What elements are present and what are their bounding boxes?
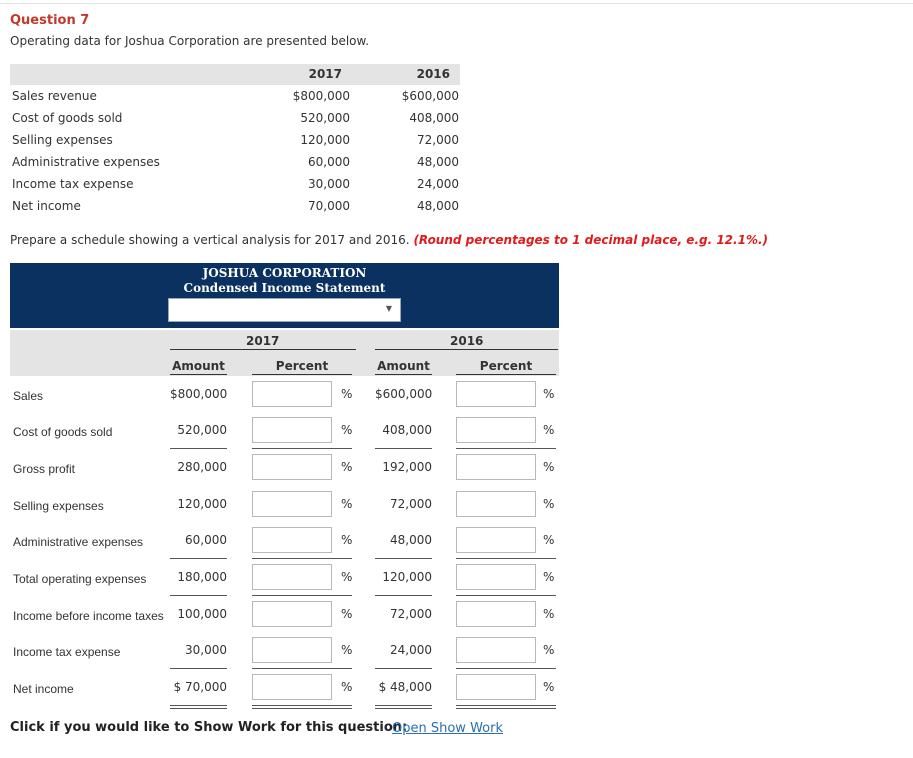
percent-2016-input[interactable]: [456, 417, 536, 443]
percent-2016-input[interactable]: [456, 381, 536, 407]
total-double-underline: [456, 705, 556, 706]
percent-sign: %: [341, 607, 353, 621]
percent-2017-input[interactable]: [252, 527, 332, 553]
amount-2017: 520,000: [177, 423, 227, 437]
schedule-row: [10, 670, 570, 707]
subtotal-underline: [252, 668, 352, 669]
instruction-text: Prepare a schedule showing a vertical analysis for 2017 and 2016.: [10, 233, 410, 247]
percent-sign: %: [543, 607, 555, 621]
col-underline: [170, 374, 227, 375]
data-value-2017: 120,000: [300, 133, 350, 147]
row-label: Income before income taxes: [13, 609, 164, 623]
data-value-2016: 408,000: [409, 111, 459, 125]
schedule-row: [10, 560, 570, 597]
percent-2017-input[interactable]: [252, 564, 332, 590]
subtotal-underline: [456, 595, 556, 596]
data-row: [10, 174, 460, 196]
data-year-2016: 2016: [416, 67, 450, 81]
question-intro: Operating data for Joshua Corporation are presented below.: [10, 34, 370, 48]
percent-sign: %: [341, 570, 353, 584]
amount-2016: 192,000: [382, 460, 432, 474]
percent-sign: %: [341, 533, 353, 547]
percent-2016-input[interactable]: [456, 527, 536, 553]
data-row: [10, 196, 460, 218]
schedule-year-2016: 2016: [450, 334, 484, 348]
show-work-prompt: Click if you would like to Show Work for this question:: [10, 720, 408, 735]
subtotal-underline: [170, 448, 227, 449]
col-underline: [252, 374, 352, 375]
row-label: Total operating expenses: [13, 572, 147, 586]
amount-2016: 48,000: [390, 533, 432, 547]
schedule-row: [10, 450, 570, 487]
data-row: [10, 130, 460, 152]
data-row: [10, 86, 460, 108]
data-value-2017: $800,000: [292, 89, 350, 103]
percent-sign: %: [543, 423, 555, 437]
percent-sign: %: [341, 497, 353, 511]
dropdown-arrow-icon: ▼: [385, 304, 392, 313]
amount-2017: $800,000: [170, 387, 228, 401]
schedule-header: [10, 263, 559, 328]
year-2016-underline: [375, 349, 558, 350]
data-table-header: [10, 64, 460, 85]
subtotal-underline: [252, 448, 352, 449]
year-2017-underline: [170, 349, 356, 350]
percent-sign: %: [543, 570, 555, 584]
total-double-underline: [456, 708, 556, 709]
total-double-underline: [170, 705, 227, 706]
data-row-label: Sales revenue: [12, 89, 97, 103]
amount-2017: 280,000: [177, 460, 227, 474]
percent-2016-input[interactable]: [456, 491, 536, 517]
amount-2017: 120,000: [177, 497, 227, 511]
data-row-label: Net income: [12, 199, 81, 213]
schedule-year-2017: 2017: [246, 334, 280, 348]
company-name: JOSHUA CORPORATION: [202, 266, 367, 280]
schedule-row: [10, 377, 570, 414]
question-title: Question 7: [10, 13, 90, 28]
col-amount-2017: Amount: [172, 359, 225, 373]
row-label: Administrative expenses: [13, 535, 144, 549]
top-divider: [0, 3, 913, 4]
schedule-row: [10, 413, 570, 450]
subtotal-underline: [456, 668, 556, 669]
percent-sign: %: [341, 387, 353, 401]
schedule-column-header: [10, 330, 559, 376]
data-value-2016: 24,000: [417, 177, 459, 191]
total-double-underline: [252, 708, 352, 709]
percent-2016-input[interactable]: [456, 564, 536, 590]
subtotal-underline: [170, 595, 227, 596]
schedule-row: [10, 523, 570, 560]
percent-2016-input[interactable]: [456, 674, 536, 700]
amount-2016: $ 48,000: [378, 680, 432, 694]
data-row-label: Administrative expenses: [12, 155, 160, 169]
percent-2017-input[interactable]: [252, 601, 332, 627]
subtotal-underline: [252, 558, 352, 559]
subtotal-underline: [375, 448, 432, 449]
data-value-2016: 72,000: [417, 133, 459, 147]
data-year-2017: 2017: [308, 67, 342, 81]
amount-2017: 30,000: [185, 643, 227, 657]
instruction: [10, 233, 768, 247]
data-value-2017: 70,000: [308, 199, 350, 213]
percent-sign: %: [341, 680, 353, 694]
percent-sign: %: [341, 643, 353, 657]
amount-2017: $ 70,000: [173, 680, 227, 694]
data-value-2017: 30,000: [308, 177, 350, 191]
rounding-note: (Round percentages to 1 decimal place, e.g. 12.1%.): [413, 233, 769, 247]
percent-sign: %: [543, 460, 555, 474]
data-row: [10, 108, 460, 130]
percent-sign: %: [543, 533, 555, 547]
percent-2017-input[interactable]: [252, 674, 332, 700]
data-row: [10, 152, 460, 174]
amount-2016: 72,000: [390, 607, 432, 621]
percent-2017-input[interactable]: [252, 381, 332, 407]
schedule-row: [10, 633, 570, 670]
row-label: Selling expenses: [13, 499, 104, 513]
subtotal-underline: [375, 668, 432, 669]
amount-2016: 120,000: [382, 570, 432, 584]
total-double-underline: [375, 708, 432, 709]
data-row-label: Cost of goods sold: [12, 111, 123, 125]
row-label: Cost of goods sold: [13, 425, 113, 439]
amount-2016: 72,000: [390, 497, 432, 511]
percent-2017-input[interactable]: [252, 417, 332, 443]
schedule-row: [10, 597, 570, 634]
subtotal-underline: [456, 448, 556, 449]
col-percent-2017: Percent: [275, 359, 329, 373]
data-value-2016: 48,000: [417, 155, 459, 169]
amount-2016: 408,000: [382, 423, 432, 437]
row-label: Sales: [13, 389, 44, 403]
data-row-label: Income tax expense: [12, 177, 134, 191]
period-select[interactable]: [168, 298, 401, 322]
data-value-2017: 520,000: [300, 111, 350, 125]
col-underline: [456, 374, 556, 375]
percent-sign: %: [543, 680, 555, 694]
percent-2016-input[interactable]: [456, 454, 536, 480]
amount-2016: $600,000: [375, 387, 433, 401]
data-value-2016: $600,000: [401, 89, 459, 103]
data-value-2017: 60,000: [308, 155, 350, 169]
row-label: Net income: [13, 682, 74, 696]
percent-sign: %: [341, 460, 353, 474]
subtotal-underline: [170, 558, 227, 559]
percent-2016-input[interactable]: [456, 601, 536, 627]
row-label: Gross profit: [13, 462, 76, 476]
percent-sign: %: [543, 497, 555, 511]
amount-2016: 24,000: [390, 643, 432, 657]
total-double-underline: [170, 708, 227, 709]
percent-sign: %: [543, 387, 555, 401]
subtotal-underline: [252, 595, 352, 596]
total-double-underline: [252, 705, 352, 706]
data-row-label: Selling expenses: [12, 133, 113, 147]
row-label: Income tax expense: [13, 645, 121, 659]
amount-2017: 100,000: [177, 607, 227, 621]
subtotal-underline: [375, 595, 432, 596]
percent-2017-input[interactable]: [252, 454, 332, 480]
amount-2017: 60,000: [185, 533, 227, 547]
open-show-work-link[interactable]: Open Show Work: [392, 721, 503, 736]
subtotal-underline: [375, 558, 432, 559]
schedule-row: [10, 487, 570, 524]
percent-2016-input[interactable]: [456, 637, 536, 663]
statement-title: Condensed Income Statement: [183, 281, 386, 295]
percent-2017-input[interactable]: [252, 491, 332, 517]
col-underline: [375, 374, 432, 375]
data-value-2016: 48,000: [417, 199, 459, 213]
total-double-underline: [375, 705, 432, 706]
percent-2017-input[interactable]: [252, 637, 332, 663]
amount-2017: 180,000: [177, 570, 227, 584]
percent-sign: %: [341, 423, 353, 437]
col-percent-2016: Percent: [479, 359, 533, 373]
percent-sign: %: [543, 643, 555, 657]
subtotal-underline: [170, 668, 227, 669]
subtotal-underline: [456, 558, 556, 559]
col-amount-2016: Amount: [377, 359, 430, 373]
